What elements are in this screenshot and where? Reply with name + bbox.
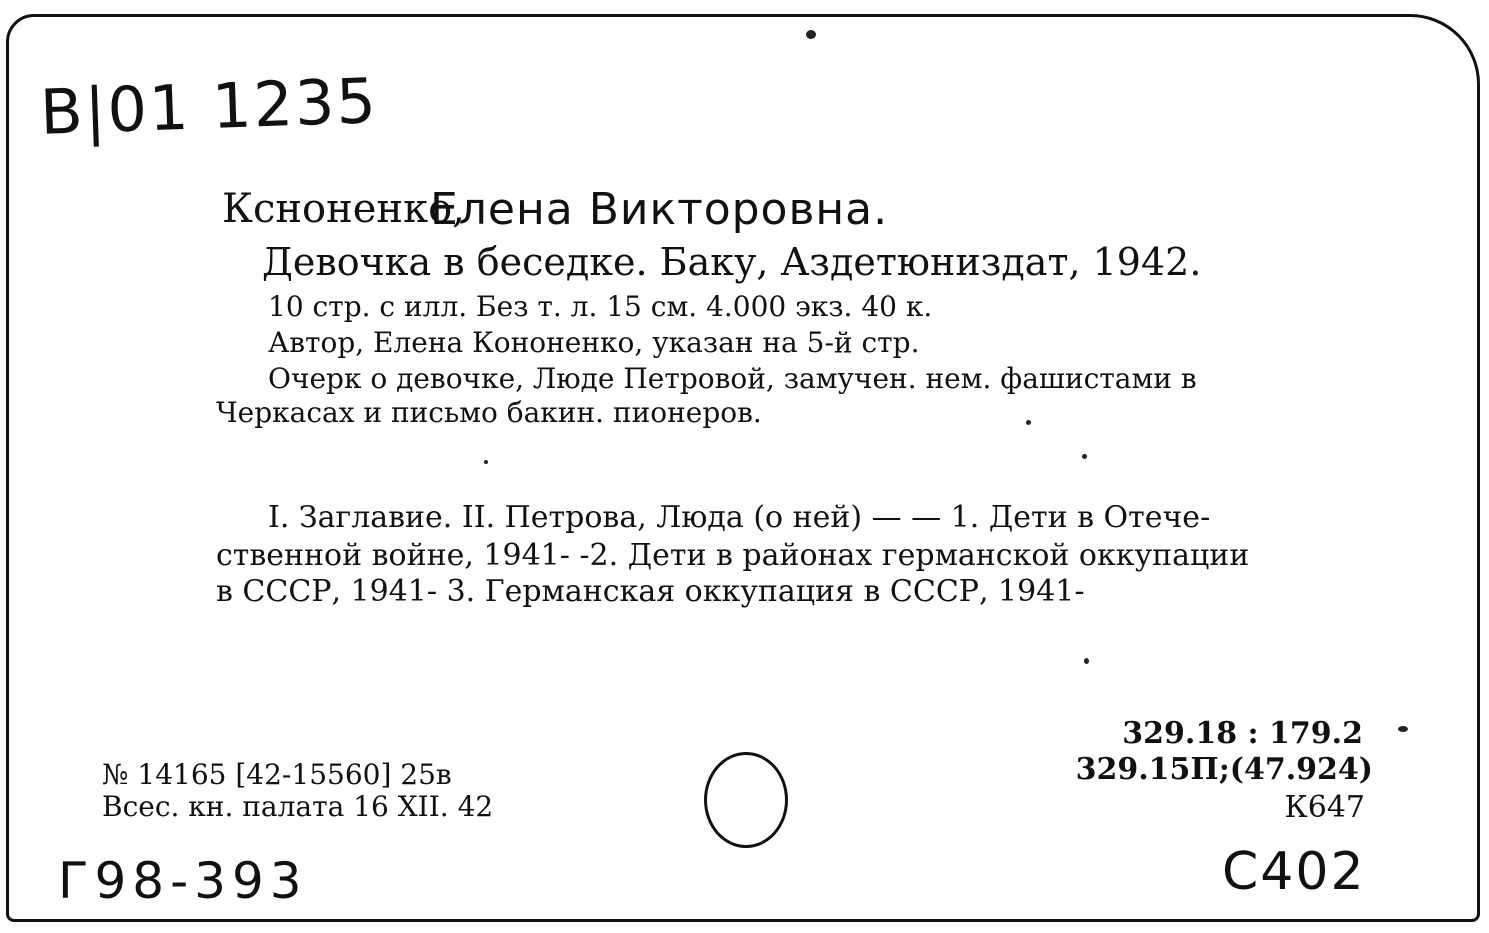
subject-tracing-line: в СССР, 1941- 3. Германская оккупация в СССР, 1941- [216, 574, 1085, 609]
classification-number: 329.15П;(47.924) [1075, 752, 1373, 787]
chamber-imprint: Всес. кн. палата 16 XII. 42 [102, 790, 494, 823]
classification-number: 329.18 : 179.2 [1122, 716, 1363, 751]
ink-speck [1398, 726, 1408, 732]
handwritten-inventory-number: Г98-393 [58, 852, 308, 910]
ink-speck [1084, 658, 1089, 664]
collation-line: 10 стр. с илл. Без т. л. 15 см. 4.000 экз. 40 к. [268, 290, 933, 323]
summary-line: Очерк о девочке, Люде Петровой, замучен. нем. фашистами в [268, 362, 1197, 395]
summary-line: Черкасах и письмо бакин. пионеров. [216, 396, 762, 429]
author-surname: Ксноненко, [222, 186, 465, 232]
punch-hole [704, 752, 788, 848]
ink-speck [484, 460, 488, 464]
subject-tracing-line: ственной войне, 1941- -2. Дети в районах германской оккупации [216, 538, 1250, 573]
author-note: Автор, Елена Кононенко, указан на 5-й стр. [268, 326, 920, 359]
ink-speck [806, 30, 816, 39]
title-and-publication: Девочка в беседке. Баку, Аздетюниздат, 1942. [262, 240, 1202, 284]
ink-speck [1026, 420, 1031, 425]
handwritten-call-number: B|01 1235 [38, 64, 379, 149]
card-number: № 14165 [42-15560] 25в [102, 758, 452, 791]
author-mark: К647 [1284, 790, 1365, 825]
handwritten-author-name: Елена Викторовна. [430, 184, 889, 235]
ink-speck [1082, 454, 1087, 459]
handwritten-shelf-mark: С402 [1222, 842, 1366, 902]
subject-tracing-line: I. Заглавие. II. Петрова, Люда (о ней) — — 1. Дети в Отече- [268, 500, 1211, 535]
